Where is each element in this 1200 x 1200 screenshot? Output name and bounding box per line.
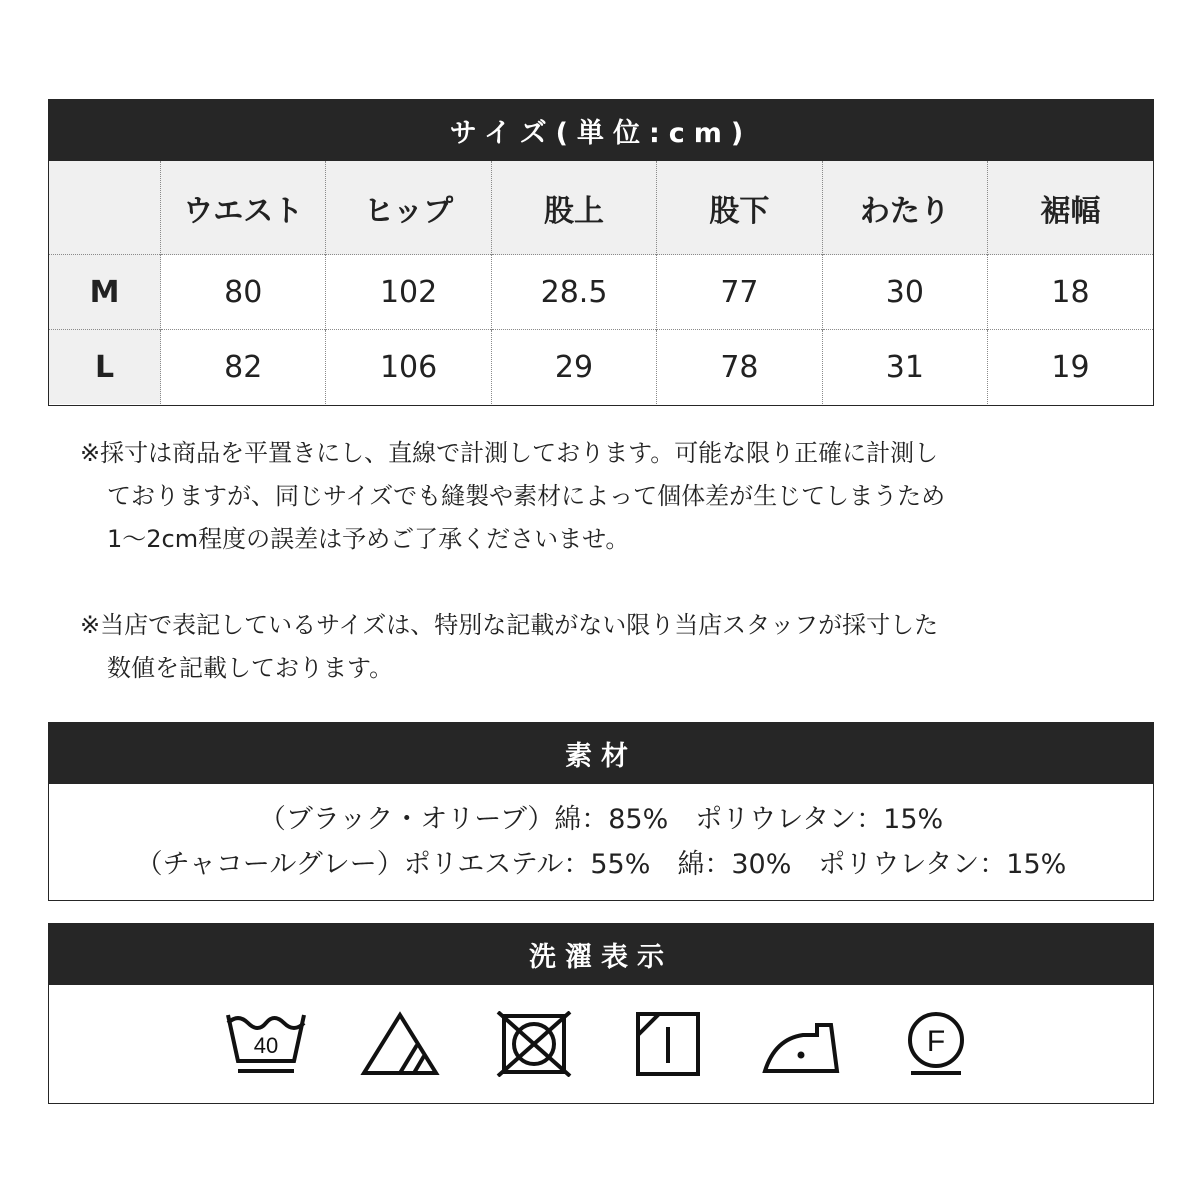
size-table-section: [48, 99, 1154, 406]
column-header-thigh: わたり: [822, 161, 987, 255]
note-line: ※採寸は商品を平置きにし、直線で計測しております。可能な限り正確に計測し: [80, 439, 939, 467]
column-header-waist: ウエスト: [161, 161, 326, 255]
note-line: ※当店で表記しているサイズは、特別な記載がない限り当店スタッフが採寸した: [80, 611, 939, 639]
table-cell: 31: [822, 330, 987, 405]
column-header-inseam: 股下: [657, 161, 822, 255]
dry-clean-f-icon: [869, 985, 1003, 1103]
material-line: （ブラック・オリーブ）綿：85% ポリウレタン：15%: [258, 804, 944, 835]
line-dry-shade-icon: [601, 985, 735, 1103]
no-tumble-dry-icon: [467, 985, 601, 1103]
table-cell: 80: [161, 255, 326, 330]
iron-low-icon: [735, 985, 869, 1103]
table-cell: 82: [161, 330, 326, 405]
table-cell: 77: [657, 255, 822, 330]
material-section: [48, 722, 1154, 901]
note-line: ておりますが、同じサイズでも縫製や素材によって個体差が生じてしまうため: [107, 482, 946, 510]
care-title: 洗濯表示: [49, 924, 1153, 985]
size-table-title: サイズ(単位:cm): [49, 100, 1153, 161]
care-icons: [49, 985, 1153, 1103]
table-row: [49, 255, 1153, 330]
note-line: 数値を記載しております。: [107, 654, 394, 682]
measurement-note: [80, 432, 945, 561]
column-header-hip: ヒップ: [326, 161, 491, 255]
table-row: [49, 330, 1153, 405]
material-title: 素材: [49, 723, 1153, 784]
bleach-non-chlorine-icon: [333, 985, 467, 1103]
size-source-note: [80, 604, 938, 690]
material-line: （チャコールグレー）ポリエステル：55% 綿：30% ポリウレタン：15%: [135, 849, 1067, 880]
table-cell: 18: [988, 255, 1153, 330]
table-cell: 78: [657, 330, 822, 405]
material-body: [49, 784, 1153, 900]
wash-temp-label: 40: [253, 1033, 279, 1058]
row-label: L: [49, 330, 161, 405]
size-table-corner: [49, 161, 161, 255]
column-header-hem-width: 裾幅: [988, 161, 1153, 255]
note-line: 1～2cm程度の誤差は予めご了承くださいませ。: [107, 525, 630, 553]
wash-tub-40-icon: [199, 985, 333, 1103]
row-label: M: [49, 255, 161, 330]
size-table-header-row: [49, 161, 1153, 255]
table-cell: 30: [822, 255, 987, 330]
dry-clean-letter: F: [926, 1025, 946, 1058]
table-cell: 29: [491, 330, 656, 405]
care-label-section: [48, 923, 1154, 1104]
size-table: [49, 161, 1153, 404]
table-cell: 19: [988, 330, 1153, 405]
table-cell: 102: [326, 255, 491, 330]
column-header-rise: 股上: [491, 161, 656, 255]
table-cell: 106: [326, 330, 491, 405]
table-cell: 28.5: [491, 255, 656, 330]
